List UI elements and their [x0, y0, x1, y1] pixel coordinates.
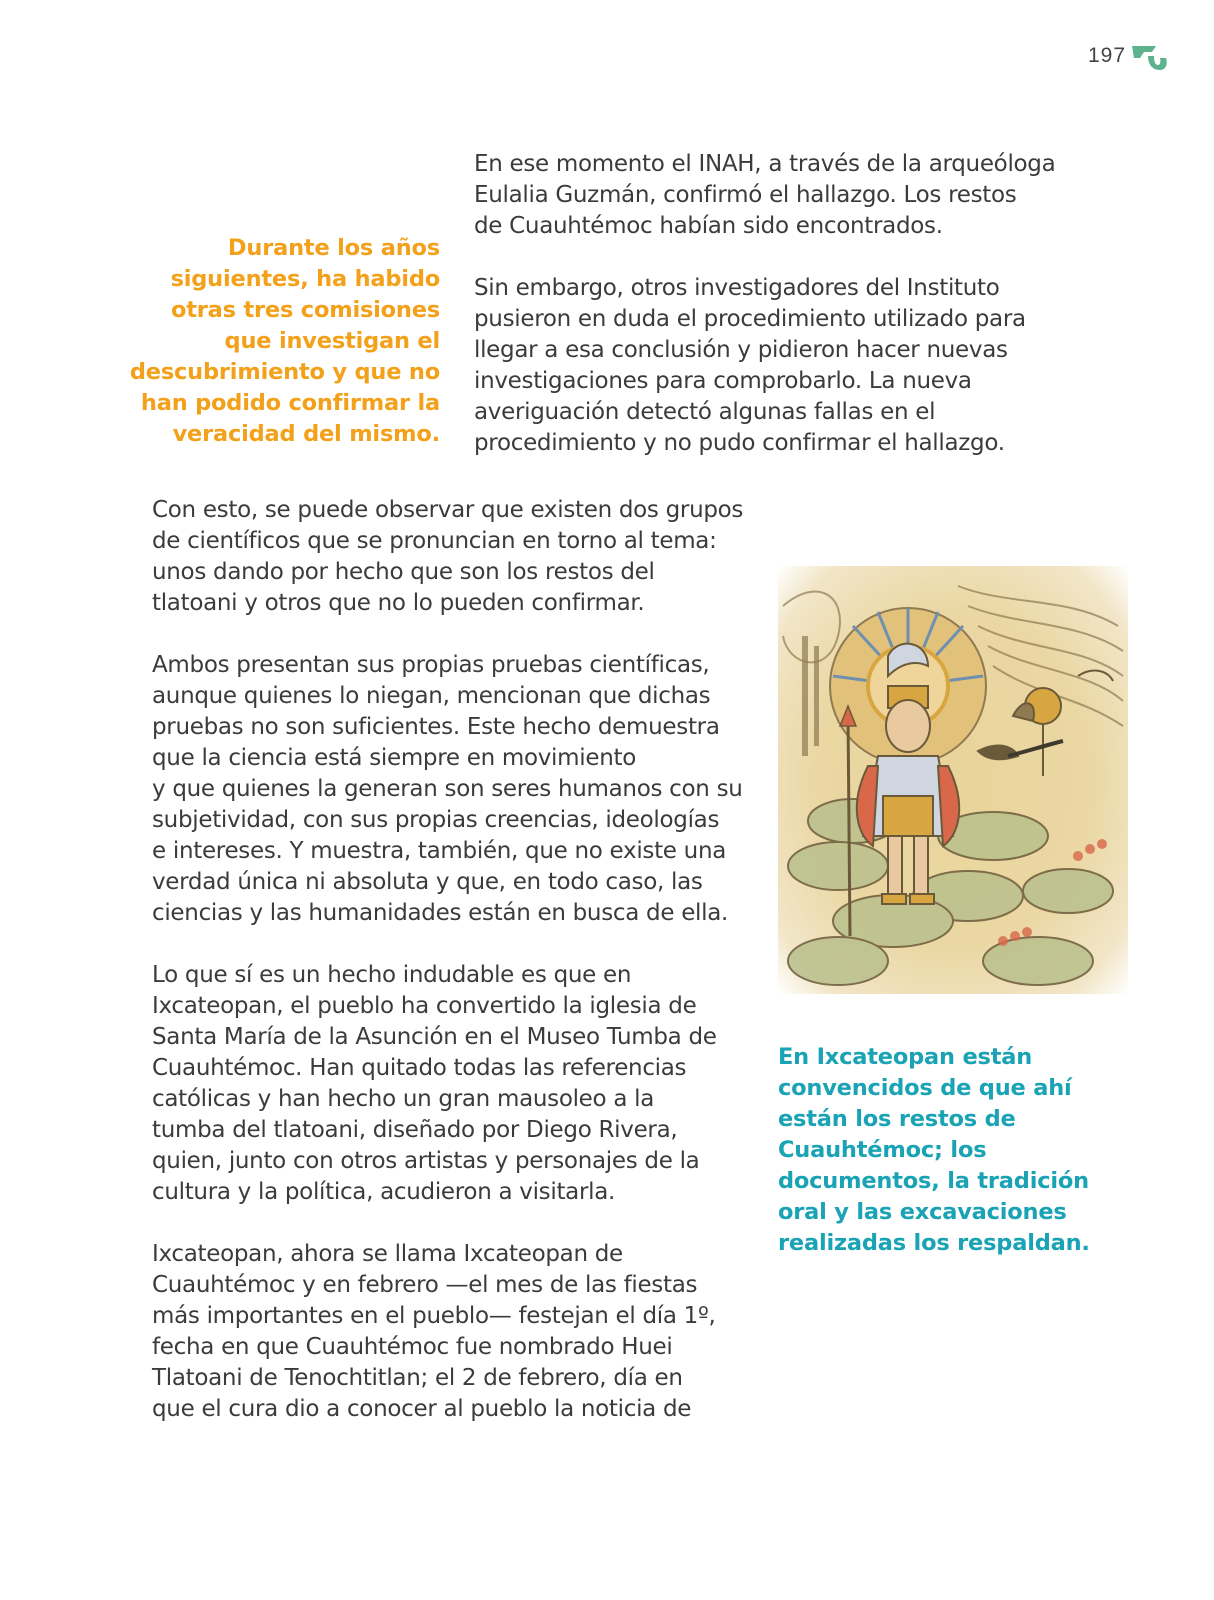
paragraph-museum-tomb: Lo que sí es un hecho indudable es que en Ixcateopan, el pueblo ha convertido la iglesia de Santa María de la Asunción en el Museo Tumba de Cuauhtémoc. Han quitado todas las referencias católicas y han hecho un gran mausoleo a la tumba del tlatoani, diseñado por Diego Rivera, quien, junto con otros artistas y personajes de la cultura y la política, acudieron a visitarla.	[152, 962, 717, 1205]
intro-text-block	[474, 149, 1114, 490]
codex-illustration-icon	[778, 566, 1128, 994]
main-text-block	[152, 495, 772, 1456]
sidebar-callout-commissions: Durante los años siguientes, ha habido otras tres comisiones que investigan el descubrimiento y que no han podido confirmar la veracidad del mismo.	[129, 235, 440, 447]
paragraph-two-groups: Con esto, se puede observar que existen dos grupos de científicos que se pronuncian en torno al tema: unos dando por hecho que son los restos del tlatoani y otros que no lo pueden confirmar.	[152, 497, 744, 616]
paragraph-inah-confirmation: En ese momento el INAH, a través de la arqueóloga Eulalia Guzmán, confirmó el hallazgo. Los restos de Cuauhtémoc habían sido encontrados.	[474, 151, 1056, 239]
page-number: 197	[1088, 44, 1127, 67]
paragraph-investigators-doubt: Sin embargo, otros investigadores del Instituto pusieron en duda el procedimiento utilizado para llegar a esa conclusión y pidieron hacer nuevas investigaciones para comprobarlo. La nueva averiguación detectó algunas fallas en el procedimiento y no pudo confirmar el hallazgo.	[474, 275, 1026, 456]
publisher-logo-icon	[1130, 44, 1170, 74]
codex-illustration	[778, 566, 1128, 994]
paragraph-february-festivities: Ixcateopan, ahora se llama Ixcateopan de Cuauhtémoc y en febrero —el mes de las fiestas más importantes en el pueblo— festejan el día 1º, fecha en que Cuauhtémoc fue nombrado Huei Tlatoani de Tenochtitlan; el 2 de febrero, día en que el cura dio a conocer al pueblo la noticia de	[152, 1241, 716, 1422]
sidebar-callout-ixcateopan: En Ixcateopan están convencidos de que ahí están los restos de Cuauhtémoc; los documentos, la tradición oral y las excavaciones realizadas los respaldan.	[778, 1044, 1090, 1256]
paragraph-science-movement: Ambos presentan sus propias pruebas científicas, aunque quienes lo niegan, mencionan que dichas pruebas no son suficientes. Este hecho demuestra que la ciencia está siempre en movimiento y que quienes la generan son seres humanos con su subjetividad, con sus propias creencias, ideologías e intereses. Y muestra, también, que no existe una verdad única ni absoluta y que, en todo caso, las ciencias y las humanidades están en busca de ella.	[152, 652, 743, 926]
